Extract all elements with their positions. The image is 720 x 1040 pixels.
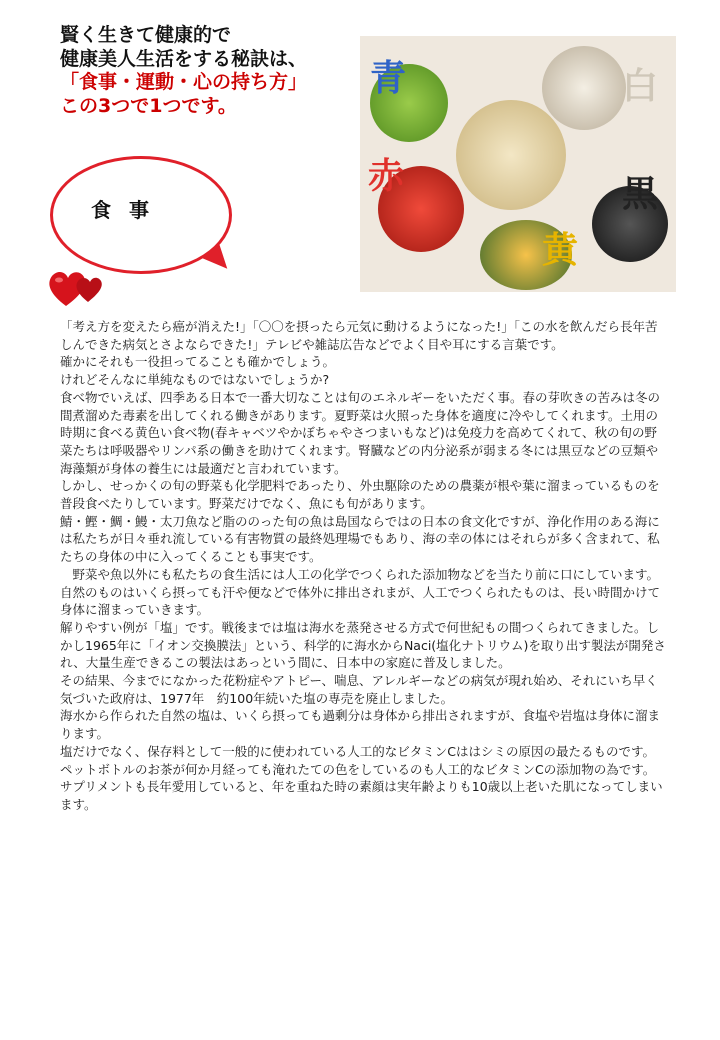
bubble-label: 食事 (91, 198, 167, 222)
headline-line-2: 健康美人生活をする秘訣は、 (60, 47, 308, 70)
hearts-icon (44, 262, 114, 312)
paragraph-2: 確かにそれも一役担ってることも確かでしょう。 (60, 354, 336, 370)
five-colors-food-photo (360, 36, 676, 292)
paragraph-5: しかし、せっかくの旬の野菜も化学肥料であったり、外虫駆除のための農薬が根や葉に溜まっているものを普段食べたりしています。野菜だけでなく、魚にも旬があります。 (60, 478, 660, 512)
headline-line-4: この3つで1つです。 (60, 94, 237, 117)
paragraph-11: 海水から作られた自然の塩は、いくら摂っても過剰分は身体から排出されますが、食塩や岩塩は身体に溜まります。 (60, 708, 661, 742)
paragraph-1: 「考え方を変えたら癌が消えた!」「〇〇を摂ったら元気に動けるようになった!」「この水を飲んだら長年苦しんできた病気とさよならできた!」テレビや雑誌広告などでよく目や耳にする言葉です。 (60, 319, 658, 352)
headline-line-3: 「食事・運動・心の持ち方」 (60, 71, 308, 93)
article-body (60, 318, 666, 814)
paragraph-3: けれどそんなに単純なものではないでしょうか? (60, 372, 330, 388)
paragraph-9: 解りやすい例が「塩」です。戦後までは塩は海水を蒸発させる方式で何世紀もの間つくられてきました。しかし1965年に「イオン交換膜法」という、科学的に海水からNaci(塩化ナトリウム)を取り出す製法が開発され、大量生産できるこの製法はあっという間に、日本中の家庭に普及しました。 (60, 619, 666, 671)
paragraph-6: 鯖・鰹・鯛・鰻・太刀魚など脂ののった旬の魚は島国ならではの日本の食文化ですが、浄化作用のある海には私たちが日々垂れ流している有害物質の最終処理場でもあり、海の幸の体にはそれらが多く含まれて、私たちの身体の中に入ってくることも事実です。 (60, 513, 660, 565)
paragraph-7: 野菜や魚以外にも私たちの食生活には人工の化学でつくられた添加物などを当たり前に口にしています。 (60, 566, 660, 582)
blue-kanji: 青 (370, 57, 407, 99)
paragraph-10: その結果、今までになかった花粉症やアトピー、喘息、アレルギーなどの病気が現れ始め、それにいち早く気づいた政府は、1977年 約100年続いた塩の専売を廃止しました。 (60, 673, 658, 706)
white-food-circle (542, 46, 626, 130)
white-kanji: 白 (622, 65, 659, 107)
red-kanji: 赤 (368, 155, 405, 197)
paragraph-8: 自然のものはいくら摂っても汗や便などで体外に排出されまが、人工でつくられたものは、長い時間かけて身体に溜まっていきます。 (60, 584, 661, 618)
yellow-kanji: 黄 (542, 229, 579, 271)
headline (60, 24, 370, 118)
paragraph-12: 塩だけでなく、保存料として一般的に使われている人工的なビタミンCははシミの原因の最たるものです。ペットボトルのお茶が何か月経っても淹れたての色をしているのも人工的なビタミンCの添加物の為です。サプリメントも長年愛用していると、年を重ねた時の素顔は実年齢よりも10歳以上老いた肌になってしまいます。 (60, 743, 663, 812)
paragraph-4: 食べ物でいえば、四季ある日本で一番大切なことは旬のエネルギーをいただく事。春の芽吹きの苦みは冬の間煮溜めた毒素を出してくれる働きがあります。夏野菜は火照った身体を適度に冷やしてくれます。土用の時期に食べる黄色い食べ物(春キャベツやかぼちゃやさつまいもなど)は免疫力を高めてくれて、秋の旬の野菜たちは呼吸器やリンパ系の働きを助けてくれます。腎臓などの内分泌系が弱まる冬には黒豆などの豆類や海藻類が身体の養生には最適だと言われています。 (60, 389, 661, 476)
speech-bubble (44, 150, 244, 310)
black-kanji: 黒 (622, 173, 659, 215)
headline-line-1: 賢く生きて健康的で (60, 24, 232, 46)
center-dish-circle (456, 100, 566, 210)
